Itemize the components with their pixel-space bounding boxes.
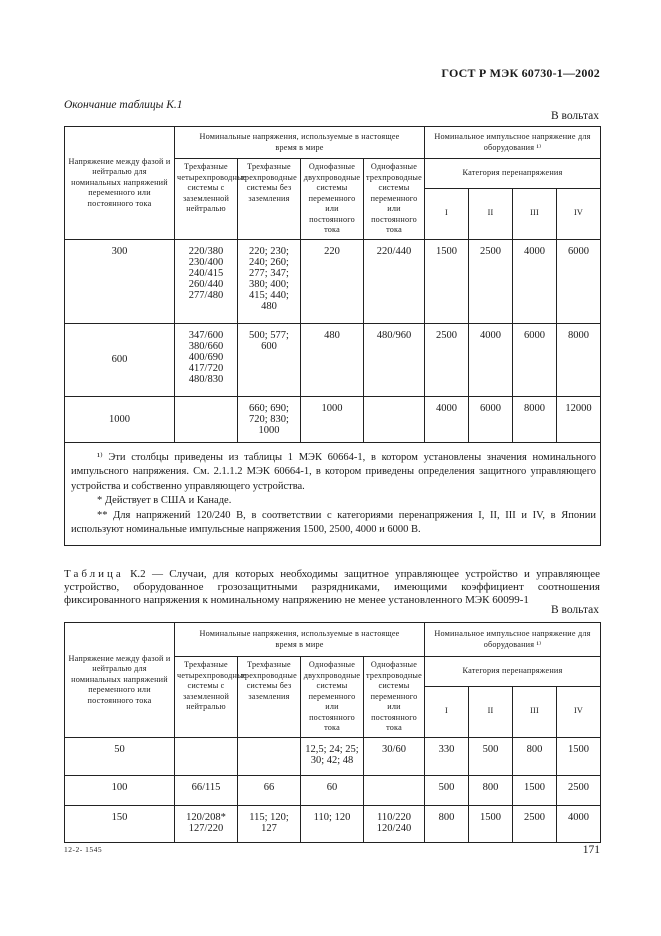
category-iii-header: III	[513, 188, 557, 239]
table-k2-unit: В вольтах	[550, 604, 599, 616]
table-k1	[64, 126, 601, 546]
cell: 2500	[425, 323, 469, 396]
footnote-usa-canada: * Действует в США и Канаде.	[97, 495, 232, 506]
cell: 1500	[469, 805, 513, 842]
three-phase-three-wire-header: Трехфазные трехпроводные системы без заземления	[238, 657, 301, 738]
table-row	[65, 323, 601, 396]
overvoltage-category-header: Категория перенапряжения	[425, 159, 601, 189]
three-phase-three-wire-header: Трехфазные трехпроводные системы без заземления	[238, 159, 301, 240]
cell: 660; 690; 720; 830; 1000	[238, 396, 301, 442]
cell: 800	[513, 737, 557, 775]
cell: 500; 577; 600	[238, 323, 301, 396]
table-row	[65, 239, 601, 323]
cell	[175, 396, 238, 442]
category-i-header: I	[425, 686, 469, 737]
footnote-japan: ** Для напряжений 120/240 В, в соответствии с категориями перенапряжения I, II, III и IV, в Японии используют номинальные импульсные напряжения 1500, 2500, 4000 и 6000 В.	[71, 509, 597, 535]
single-phase-two-wire-header: Однофазные двухпроводные системы переменного или постоянного тока	[301, 159, 364, 240]
cell: 12,5; 24; 25; 30; 42; 48	[301, 737, 364, 775]
cell: 2500	[469, 239, 513, 323]
cell: 4000	[557, 805, 601, 842]
single-phase-two-wire-header: Однофазные двухпроводные системы переменного или постоянного тока	[301, 657, 364, 738]
phase-voltage-cell: 600	[65, 323, 175, 396]
cell: 2500	[557, 775, 601, 805]
table-row	[65, 775, 601, 805]
cell: 6000	[469, 396, 513, 442]
voltage-column-header: Напряжение между фазой и нейтралью для номинальных напряжений переменного или постоянного тока	[65, 127, 175, 240]
impulse-voltage-header: Номинальное импульсное напряжение для оборудования ¹⁾	[425, 623, 601, 657]
phase-voltage-cell: 150	[65, 805, 175, 842]
cell: 66/115	[175, 775, 238, 805]
category-iv-header: IV	[557, 188, 601, 239]
cell: 6000	[513, 323, 557, 396]
cell: 220/440	[364, 239, 425, 323]
table-notes	[65, 442, 601, 545]
voltage-column-header: Напряжение между фазой и нейтралью для номинальных напряжений переменного или постоянного тока	[65, 623, 175, 738]
cell: 6000	[557, 239, 601, 323]
cell	[364, 396, 425, 442]
table-k2-caption-text: К.2 — Случаи, для которых необходимы защитное управляющее устройство и управляющее устройство, оборудованное грозозащитными разрядниками, имеющими коэффициент соотношения фиксированного напряжения к номинальному напряжению не менее установленного МЭК 60099-1	[64, 568, 600, 607]
phase-voltage-cell: 50	[65, 737, 175, 775]
cell: 8000	[513, 396, 557, 442]
cell: 8000	[557, 323, 601, 396]
cell: 500	[425, 775, 469, 805]
category-ii-header: II	[469, 188, 513, 239]
category-iv-header: IV	[557, 686, 601, 737]
category-iii-header: III	[513, 686, 557, 737]
nominal-voltages-header: Номинальные напряжения, используемые в настоящее время в мире	[175, 127, 425, 159]
three-phase-four-wire-header: Трехфазные четырехпроводные системы с заземленной нейтралью	[175, 159, 238, 240]
phase-voltage-cell: 100	[65, 775, 175, 805]
cell	[238, 737, 301, 775]
phase-voltage-cell: 300	[65, 239, 175, 323]
cell: 800	[469, 775, 513, 805]
table-row	[65, 805, 601, 842]
cell: 4000	[469, 323, 513, 396]
cell: 800	[425, 805, 469, 842]
cell: 330	[425, 737, 469, 775]
cell	[175, 737, 238, 775]
cell	[364, 775, 425, 805]
impulse-voltage-header: Номинальное импульсное напряжение для оборудования ¹⁾	[425, 127, 601, 159]
phase-voltage-cell: 1000	[65, 396, 175, 442]
cell: 220; 230; 240; 260; 277; 347; 380; 400; 415; 440; 480	[238, 239, 301, 323]
cell: 4000	[425, 396, 469, 442]
cell: 480	[301, 323, 364, 396]
cell: 220	[301, 239, 364, 323]
cell: 500	[469, 737, 513, 775]
cell: 30/60	[364, 737, 425, 775]
table-k2-label: Таблица	[64, 568, 124, 580]
single-phase-three-wire-header: Однофазные трехпроводные системы переменного или постоянного тока	[364, 159, 425, 240]
cell: 60	[301, 775, 364, 805]
three-phase-four-wire-header: Трехфазные четырехпроводные системы с заземленной нейтралью	[175, 657, 238, 738]
table-k1-unit: В вольтах	[550, 110, 599, 122]
footnote-1: ¹⁾ Эти столбцы приведены из таблицы 1 МЭК 60664-1, в котором установлены значения номинального импульсного напряжения. См. 2.1.1.2 МЭК 60664-1, в котором приведены определения защитного управляющего устройства и собственно управляющего устройства.	[71, 451, 597, 492]
cell: 12000	[557, 396, 601, 442]
cell: 1500	[513, 775, 557, 805]
category-i-header: I	[425, 188, 469, 239]
cell: 220/380 230/400 240/415 260/440 277/480	[175, 239, 238, 323]
print-order-code: 12-2- 1545	[64, 845, 103, 854]
table-k2	[64, 622, 601, 843]
cell: 120/208* 127/220	[175, 805, 238, 842]
cell: 1000	[301, 396, 364, 442]
cell: 480/960	[364, 323, 425, 396]
cell: 66	[238, 775, 301, 805]
cell: 1500	[425, 239, 469, 323]
table-row	[65, 396, 601, 442]
nominal-voltages-header: Номинальные напряжения, используемые в настоящее время в мире	[175, 623, 425, 657]
page-number: 171	[582, 844, 600, 856]
cell: 110; 120	[301, 805, 364, 842]
table-row	[65, 737, 601, 775]
cell: 1500	[557, 737, 601, 775]
cell: 2500	[513, 805, 557, 842]
cell: 347/600 380/660 400/690 417/720 480/830	[175, 323, 238, 396]
overvoltage-category-header: Категория перенапряжения	[425, 657, 601, 687]
table-k1-caption: Окончание таблицы К.1	[64, 99, 183, 111]
single-phase-three-wire-header: Однофазные трехпроводные системы переменного или постоянного тока	[364, 657, 425, 738]
cell: 115; 120; 127	[238, 805, 301, 842]
standard-number: ГОСТ Р МЭК 60730-1—2002	[441, 66, 600, 80]
cell: 4000	[513, 239, 557, 323]
table-k2-caption	[64, 568, 600, 608]
category-ii-header: II	[469, 686, 513, 737]
cell: 110/220 120/240	[364, 805, 425, 842]
